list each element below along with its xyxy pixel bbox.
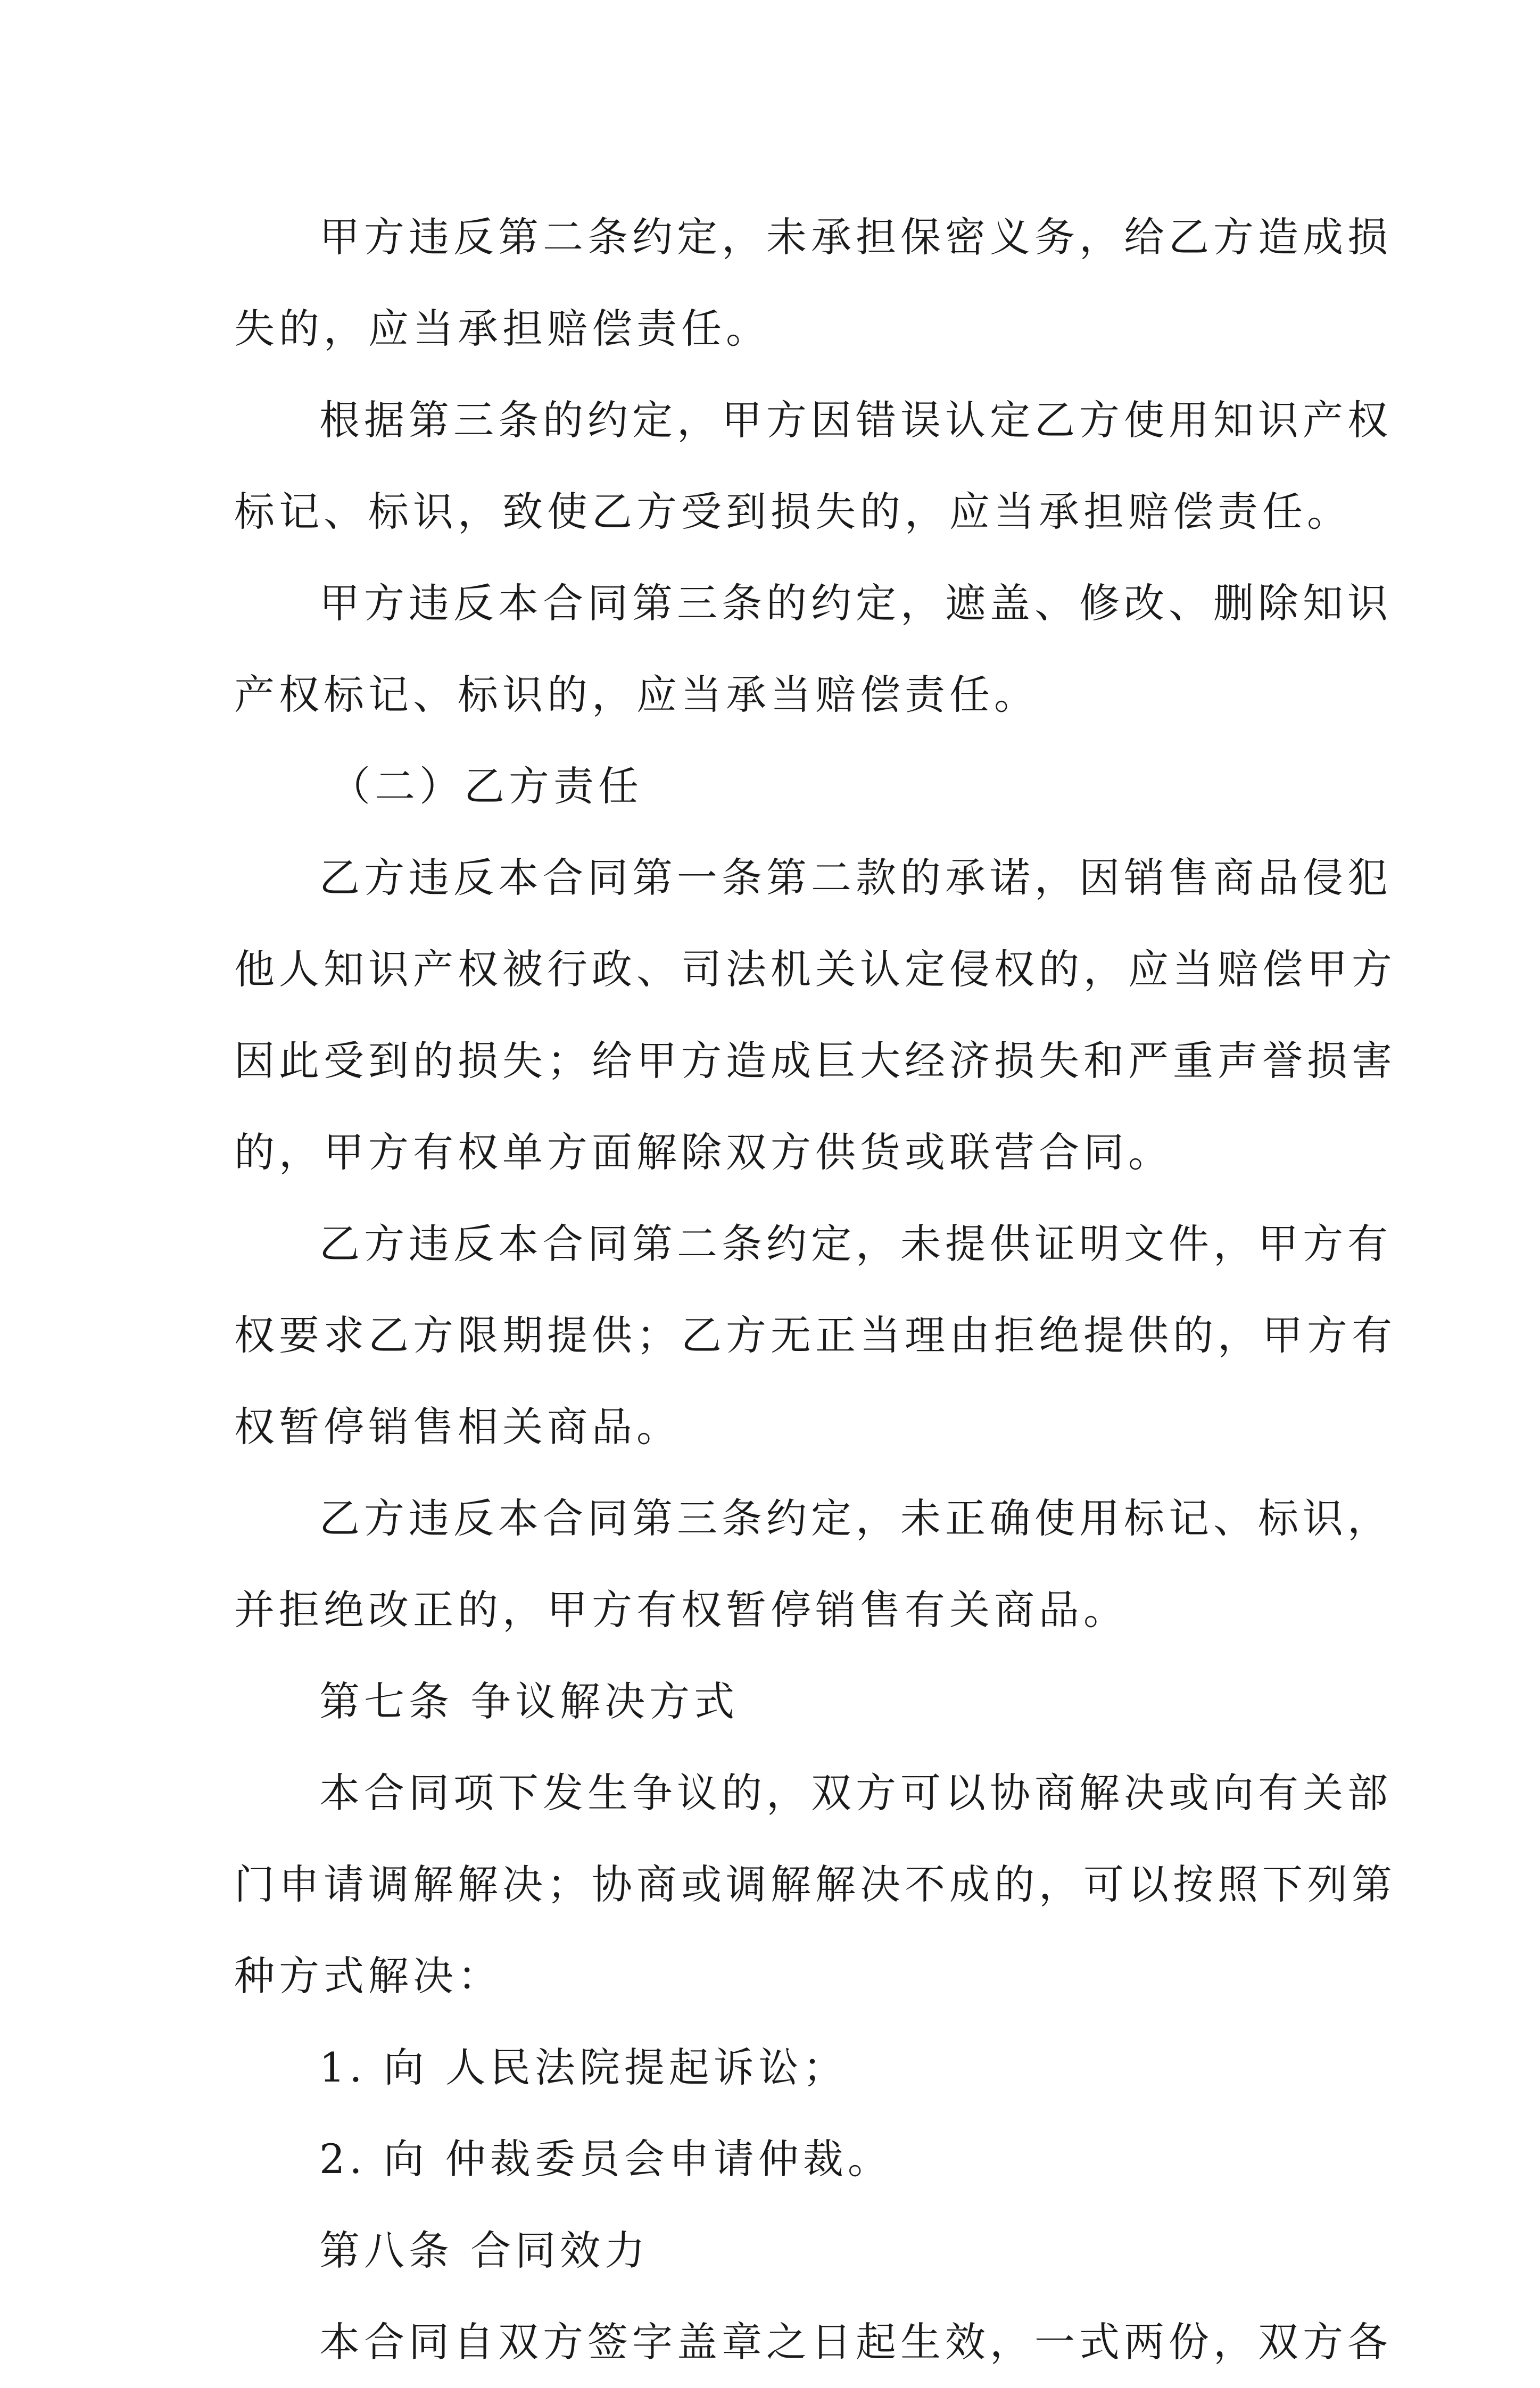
paragraph-line: 产权标记、标识的，应当承当赔偿责任。	[234, 671, 1039, 718]
paragraph-line: 门申请调解解决；协商或调解解决不成的，可以按照下列第	[234, 1861, 1396, 1908]
paragraph-line: 的，甲方有权单方面解除双方供货或联营合同。	[234, 1129, 1173, 1176]
paragraph-line: 甲方违反本合同第三条的约定，遮盖、修改、删除知识	[319, 579, 1392, 627]
list-item: 1. 向 人民法院提起诉讼；	[319, 2044, 848, 2091]
paragraph-line: 标记、标识，致使乙方受到损失的，应当承担赔偿责任。	[234, 488, 1352, 535]
paragraph-line: 失的，应当承担赔偿责任。	[234, 305, 771, 352]
paragraph-line: 乙方违反本合同第二条约定，未提供证明文件，甲方有	[319, 1220, 1392, 1267]
paragraph-line: 本合同项下发生争议的，双方可以协商解决或向有关部	[319, 1769, 1392, 1817]
paragraph-line: 他人知识产权被行政、司法机关认定侵权的，应当赔偿甲方	[234, 946, 1396, 993]
paragraph-line: 并拒绝改正的，甲方有权暂停销售有关商品。	[234, 1586, 1128, 1634]
paragraph-line: 乙方违反本合同第三条约定，未正确使用标记、标识，	[319, 1495, 1392, 1542]
list-item: 2. 向 仲裁委员会申请仲裁。	[319, 2135, 892, 2183]
paragraph-line: 根据第三条的约定，甲方因错误认定乙方使用知识产权	[319, 396, 1392, 444]
section-heading: （二）乙方责任	[330, 762, 643, 810]
paragraph-line: 种方式解决：	[234, 1952, 502, 2000]
article-heading: 第七条 争议解决方式	[319, 1678, 739, 1725]
document-body	[234, 192, 1396, 2388]
paragraph-line: 因此受到的损失；给甲方造成巨大经济损失和严重声誉损害	[234, 1037, 1396, 1084]
paragraph-line: 权要求乙方限期提供；乙方无正当理由拒绝提供的，甲方有	[234, 1312, 1396, 1359]
paragraph-line: 乙方违反本合同第一条第二款的承诺，因销售商品侵犯	[319, 854, 1392, 901]
paragraph-line: 甲方违反第二条约定，未承担保密义务，给乙方造成损	[319, 213, 1392, 261]
article-heading: 第八条 合同效力	[319, 2227, 650, 2274]
paragraph-line: 本合同自双方签字盖章之日起生效，一式两份，双方各	[319, 2318, 1392, 2366]
paragraph-line: 权暂停销售相关商品。	[234, 1403, 681, 1450]
